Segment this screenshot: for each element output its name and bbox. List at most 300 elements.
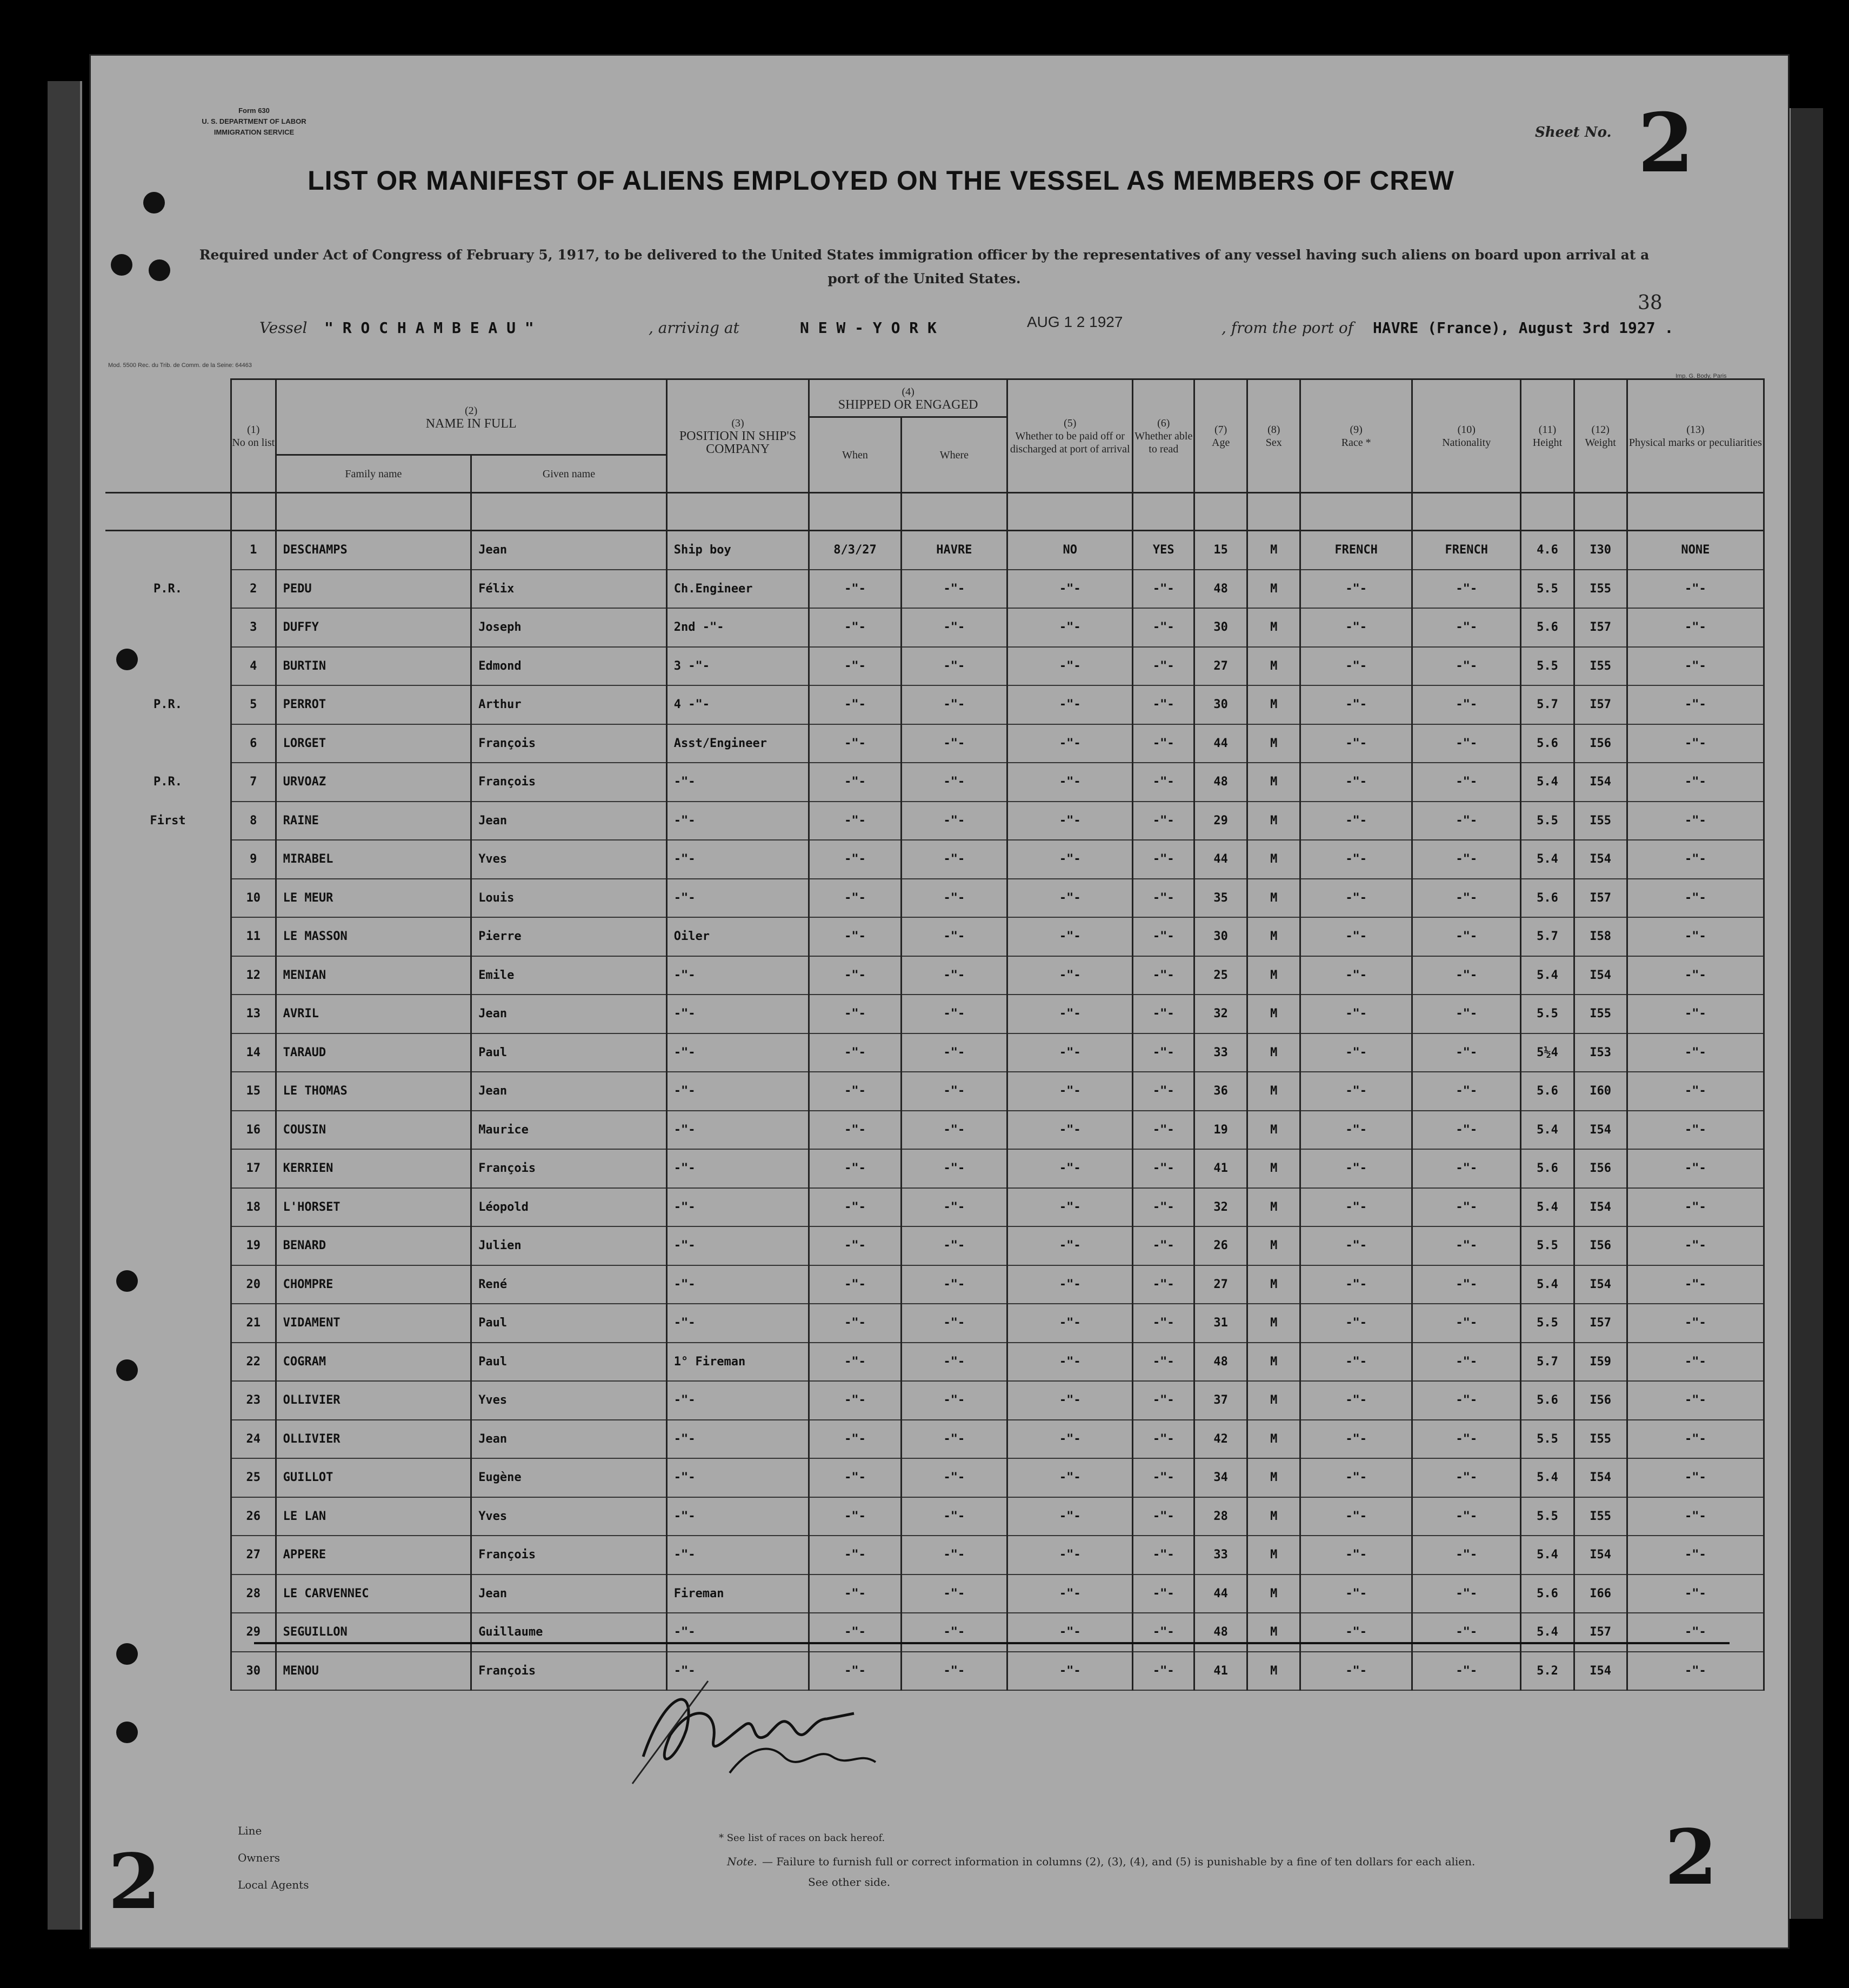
race-cell: -"- (1300, 1111, 1412, 1150)
nationality-cell: -"- (1412, 1149, 1521, 1188)
weight-cell: I56 (1574, 1226, 1627, 1265)
nationality-cell: -"- (1412, 608, 1521, 647)
margin-note-cell (105, 1111, 231, 1150)
able-to-read-cell: -"- (1133, 1111, 1194, 1150)
table-row (105, 1536, 1764, 1575)
col-no-header: (1) No on list (231, 379, 276, 493)
row-number-cell: 30 (231, 1652, 276, 1691)
margin-note-cell (105, 1226, 231, 1265)
shipped-when-cell: -"- (809, 685, 901, 724)
age-cell: 41 (1194, 1149, 1247, 1188)
sex-cell: M (1247, 1072, 1300, 1111)
shipped-where-cell: -"- (901, 1381, 1007, 1420)
nationality-cell: -"- (1412, 1265, 1521, 1304)
margin-note-cell (105, 1381, 231, 1420)
family-name-cell: LE LAN (276, 1497, 471, 1536)
paid-off-cell: -"- (1007, 1343, 1133, 1382)
race-cell: -"- (1300, 1033, 1412, 1072)
sex-cell: M (1247, 1149, 1300, 1188)
col-when-header: When (809, 417, 901, 493)
able-to-read-cell: -"- (1133, 1226, 1194, 1265)
shipped-where-cell: -"- (901, 1536, 1007, 1575)
col-family-name-header: Family name (276, 455, 471, 493)
family-name-cell: LE MEUR (276, 879, 471, 918)
position-cell: -"- (666, 1188, 809, 1227)
shipped-where-cell: -"- (901, 1265, 1007, 1304)
able-to-read-cell: -"- (1133, 1458, 1194, 1497)
paid-off-cell: -"- (1007, 1497, 1133, 1536)
table-row (105, 802, 1764, 840)
printer-reference: Mod. 5500 Rec. du Trib. de Comm. de la Seine: 64463 (108, 362, 252, 369)
margin-note-cell (105, 995, 231, 1033)
given-name-cell: Jean (471, 1072, 667, 1111)
weight-cell: I54 (1574, 1188, 1627, 1227)
age-cell: 32 (1194, 1188, 1247, 1227)
race-cell: -"- (1300, 1575, 1412, 1613)
able-to-read-cell: -"- (1133, 608, 1194, 647)
age-cell: 33 (1194, 1033, 1247, 1072)
given-name-cell: Joseph (471, 608, 667, 647)
age-cell: 32 (1194, 995, 1247, 1033)
race-cell: -"- (1300, 685, 1412, 724)
shipped-where-cell: -"- (901, 1652, 1007, 1691)
given-name-cell: François (471, 1149, 667, 1188)
paid-off-cell: -"- (1007, 647, 1133, 686)
printer-imprint: Imp. G. Body, Paris (1676, 373, 1727, 379)
family-name-cell: BURTIN (276, 647, 471, 686)
row-number-cell: 13 (231, 995, 276, 1033)
paid-off-cell: -"- (1007, 763, 1133, 802)
vessel-line (259, 313, 1762, 346)
given-name-cell: François (471, 763, 667, 802)
sex-cell: M (1247, 647, 1300, 686)
nationality-cell: -"- (1412, 1381, 1521, 1420)
sex-cell: M (1247, 956, 1300, 995)
nationality-cell: -"- (1412, 1575, 1521, 1613)
owners-label: Owners (238, 1851, 281, 1864)
position-cell: Ch.Engineer (666, 570, 809, 609)
weight-cell: I55 (1574, 995, 1627, 1033)
paid-off-cell: -"- (1007, 1188, 1133, 1227)
shipped-when-cell: -"- (809, 1033, 901, 1072)
table-row (105, 1343, 1764, 1382)
sex-cell: M (1247, 802, 1300, 840)
inspector-signature (622, 1670, 957, 1789)
given-name-cell: François (471, 1652, 667, 1691)
paid-off-cell: -"- (1007, 1420, 1133, 1459)
position-cell: -"- (666, 1226, 809, 1265)
row-number-cell: 5 (231, 685, 276, 724)
given-name-cell: Julien (471, 1226, 667, 1265)
nationality-cell: -"- (1412, 724, 1521, 763)
race-cell: -"- (1300, 995, 1412, 1033)
given-name-cell: Jean (471, 995, 667, 1033)
row-number-cell: 11 (231, 917, 276, 956)
sex-cell: M (1247, 1111, 1300, 1150)
weight-cell: I57 (1574, 879, 1627, 918)
height-cell: 5.5 (1521, 647, 1574, 686)
table-row (105, 608, 1764, 647)
race-cell: -"- (1300, 1265, 1412, 1304)
table-row (105, 956, 1764, 995)
margin-note-cell (105, 840, 231, 879)
physical-marks-cell: -"- (1627, 763, 1764, 802)
shipped-where-cell: -"- (901, 917, 1007, 956)
position-cell: 1° Fireman (666, 1343, 809, 1382)
sex-cell: M (1247, 1304, 1300, 1343)
family-name-cell: MENOU (276, 1652, 471, 1691)
table-row (105, 1226, 1764, 1265)
margin-note-cell (105, 1343, 231, 1382)
able-to-read-cell: -"- (1133, 763, 1194, 802)
col-read-header: (6) Whether able to read (1133, 379, 1194, 493)
row-number-cell: 23 (231, 1381, 276, 1420)
row-number-cell: 1 (231, 531, 276, 570)
nationality-cell: -"- (1412, 1111, 1521, 1150)
row-number-cell: 10 (231, 879, 276, 918)
row-number-cell: 17 (231, 1149, 276, 1188)
row-number-cell: 22 (231, 1343, 276, 1382)
shipped-when-cell: -"- (809, 1072, 901, 1111)
race-cell: -"- (1300, 1381, 1412, 1420)
able-to-read-cell: -"- (1133, 1381, 1194, 1420)
position-cell: -"- (666, 1149, 809, 1188)
nationality-cell: -"- (1412, 1420, 1521, 1459)
family-name-cell: PERROT (276, 685, 471, 724)
paid-off-cell: -"- (1007, 685, 1133, 724)
family-name-cell: OLLIVIER (276, 1420, 471, 1459)
age-cell: 44 (1194, 840, 1247, 879)
nationality-cell: -"- (1412, 570, 1521, 609)
nationality-cell: -"- (1412, 763, 1521, 802)
nationality-cell: -"- (1412, 1072, 1521, 1111)
weight-cell: I57 (1574, 1613, 1627, 1652)
paid-off-cell: -"- (1007, 1381, 1133, 1420)
paid-off-cell: -"- (1007, 840, 1133, 879)
margin-note-cell (105, 1304, 231, 1343)
row-number-cell: 7 (231, 763, 276, 802)
shipped-where-cell: -"- (901, 1420, 1007, 1459)
physical-marks-cell: -"- (1627, 1613, 1764, 1652)
race-cell: -"- (1300, 956, 1412, 995)
weight-cell: I56 (1574, 1149, 1627, 1188)
shipped-where-cell: HAVRE (901, 531, 1007, 570)
able-to-read-cell: -"- (1133, 1304, 1194, 1343)
margin-note-cell (105, 608, 231, 647)
row-number-cell: 24 (231, 1420, 276, 1459)
position-cell: -"- (666, 1265, 809, 1304)
given-name-cell: Guillaume (471, 1613, 667, 1652)
physical-marks-cell: -"- (1627, 724, 1764, 763)
sex-cell: M (1247, 1033, 1300, 1072)
position-cell: -"- (666, 1033, 809, 1072)
age-cell: 41 (1194, 1652, 1247, 1691)
position-cell: -"- (666, 1304, 809, 1343)
table-row (105, 1188, 1764, 1227)
paid-off-cell: -"- (1007, 917, 1133, 956)
height-cell: 5.4 (1521, 1458, 1574, 1497)
able-to-read-cell: -"- (1133, 802, 1194, 840)
family-name-cell: CHOMPRE (276, 1265, 471, 1304)
table-row (105, 1381, 1764, 1420)
able-to-read-cell: -"- (1133, 1497, 1194, 1536)
physical-marks-cell: -"- (1627, 840, 1764, 879)
paid-off-cell: -"- (1007, 1226, 1133, 1265)
row-number-cell: 8 (231, 802, 276, 840)
sheet-number-bottom-right: 2 (1665, 1813, 1718, 1902)
table-row (105, 724, 1764, 763)
given-name-cell: Emile (471, 956, 667, 995)
given-name-cell: Yves (471, 1497, 667, 1536)
see-other-side: See other side. (808, 1876, 891, 1889)
weight-cell: I30 (1574, 531, 1627, 570)
table-row (105, 1497, 1764, 1536)
col-weight-header: (12) Weight (1574, 379, 1627, 493)
physical-marks-cell: -"- (1627, 879, 1764, 918)
physical-marks-cell: -"- (1627, 995, 1764, 1033)
row-number-cell: 3 (231, 608, 276, 647)
shipped-where-cell: -"- (901, 1458, 1007, 1497)
weight-cell: I54 (1574, 1111, 1627, 1150)
given-name-cell: Félix (471, 570, 667, 609)
shipped-when-cell: -"- (809, 724, 901, 763)
margin-note-cell (105, 1536, 231, 1575)
physical-marks-cell: -"- (1627, 956, 1764, 995)
row-number-cell: 25 (231, 1458, 276, 1497)
able-to-read-cell: -"- (1133, 1188, 1194, 1227)
family-name-cell: MENIAN (276, 956, 471, 995)
shipped-when-cell: -"- (809, 763, 901, 802)
nationality-cell: FRENCH (1412, 531, 1521, 570)
table-row (105, 1265, 1764, 1304)
margin-note-cell (105, 1149, 231, 1188)
race-cell: -"- (1300, 1458, 1412, 1497)
shipped-when-cell: -"- (809, 1111, 901, 1150)
shipped-when-cell: -"- (809, 1188, 901, 1227)
able-to-read-cell: -"- (1133, 917, 1194, 956)
height-cell: 5.5 (1521, 570, 1574, 609)
height-cell: 5.6 (1521, 1072, 1574, 1111)
sheet-number-bottom-left: 2 (108, 1838, 161, 1926)
shipped-when-cell: -"- (809, 570, 901, 609)
shipped-when-cell: -"- (809, 1458, 901, 1497)
margin-note-cell (105, 1188, 231, 1227)
height-cell: 5.4 (1521, 1613, 1574, 1652)
margin-note-cell: P.R. (105, 570, 231, 609)
position-cell: Oiler (666, 917, 809, 956)
shipped-when-cell: -"- (809, 995, 901, 1033)
table-row (105, 995, 1764, 1033)
family-name-cell: MIRABEL (276, 840, 471, 879)
paid-off-cell: -"- (1007, 995, 1133, 1033)
race-cell: -"- (1300, 917, 1412, 956)
col-position-header: (3) POSITION IN SHIP'S COMPANY (666, 379, 809, 493)
weight-cell: I54 (1574, 956, 1627, 995)
adjacent-page-edge (1789, 108, 1823, 1919)
able-to-read-cell: -"- (1133, 995, 1194, 1033)
age-cell: 44 (1194, 724, 1247, 763)
able-to-read-cell: -"- (1133, 724, 1194, 763)
age-cell: 42 (1194, 1420, 1247, 1459)
weight-cell: I55 (1574, 647, 1627, 686)
shipped-when-cell: -"- (809, 1536, 901, 1575)
height-cell: 5.5 (1521, 995, 1574, 1033)
row-number-cell: 29 (231, 1613, 276, 1652)
table-row (105, 570, 1764, 609)
able-to-read-cell: -"- (1133, 570, 1194, 609)
height-cell: 5.2 (1521, 1652, 1574, 1691)
shipped-where-cell: -"- (901, 1188, 1007, 1227)
table-row (105, 879, 1764, 918)
row-number-cell: 2 (231, 570, 276, 609)
shipped-when-cell: -"- (809, 647, 901, 686)
weight-cell: I56 (1574, 1381, 1627, 1420)
physical-marks-cell: -"- (1627, 1304, 1764, 1343)
note-text: — Failure to furnish full or correct information in columns (2), (3), (4), and (5) is punishable by a fine of ten dollars for each alien. (762, 1855, 1476, 1868)
height-cell: 5.6 (1521, 1381, 1574, 1420)
nationality-cell: -"- (1412, 1226, 1521, 1265)
family-name-cell: APPERE (276, 1536, 471, 1575)
sex-cell: M (1247, 1575, 1300, 1613)
col-where-header: Where (901, 417, 1007, 493)
table-row (105, 1149, 1764, 1188)
weight-cell: I66 (1574, 1575, 1627, 1613)
sheet-label: Sheet No. (1535, 124, 1612, 141)
race-cell: -"- (1300, 763, 1412, 802)
family-name-cell: OLLIVIER (276, 1381, 471, 1420)
shipped-when-cell: -"- (809, 1613, 901, 1652)
col-race-header: (9) Race * (1300, 379, 1412, 493)
race-cell: -"- (1300, 1497, 1412, 1536)
race-cell: -"- (1300, 1072, 1412, 1111)
sex-cell: M (1247, 608, 1300, 647)
family-name-cell: COUSIN (276, 1111, 471, 1150)
line-label: Line (238, 1824, 262, 1837)
sex-cell: M (1247, 724, 1300, 763)
shipped-where-cell: -"- (901, 608, 1007, 647)
margin-note-cell (105, 531, 231, 570)
family-name-cell: LE THOMAS (276, 1072, 471, 1111)
position-cell: -"- (666, 1111, 809, 1150)
shipped-when-cell: -"- (809, 917, 901, 956)
race-cell: -"- (1300, 647, 1412, 686)
position-cell: -"- (666, 995, 809, 1033)
age-cell: 35 (1194, 879, 1247, 918)
physical-marks-cell: -"- (1627, 802, 1764, 840)
shipped-where-cell: -"- (901, 647, 1007, 686)
strike-through-line (254, 1642, 1730, 1644)
weight-cell: I54 (1574, 1536, 1627, 1575)
height-cell: 4.6 (1521, 531, 1574, 570)
margin-note-cell: P.R. (105, 685, 231, 724)
family-name-cell: GUILLOT (276, 1458, 471, 1497)
shipped-when-cell: -"- (809, 1226, 901, 1265)
physical-marks-cell: -"- (1627, 1033, 1764, 1072)
physical-marks-cell: -"- (1627, 1652, 1764, 1691)
given-name-cell: Paul (471, 1033, 667, 1072)
family-name-cell: KERRIEN (276, 1149, 471, 1188)
sex-cell: M (1247, 1343, 1300, 1382)
position-cell: -"- (666, 1420, 809, 1459)
height-cell: 5.4 (1521, 840, 1574, 879)
form-number: Form 630 (238, 106, 270, 115)
shipped-where-cell: -"- (901, 1497, 1007, 1536)
sex-cell: M (1247, 879, 1300, 918)
paid-off-cell: NO (1007, 531, 1133, 570)
col-marks-header: (13) Physical marks or peculiarities (1627, 379, 1764, 493)
margin-note-cell (105, 879, 231, 918)
physical-marks-cell: NONE (1627, 531, 1764, 570)
race-cell: -"- (1300, 1304, 1412, 1343)
weight-cell: I55 (1574, 802, 1627, 840)
given-name-cell: Jean (471, 802, 667, 840)
row-number-cell: 21 (231, 1304, 276, 1343)
table-row (105, 647, 1764, 686)
shipped-when-cell: -"- (809, 1652, 901, 1691)
height-cell: 5.7 (1521, 685, 1574, 724)
shipped-where-cell: -"- (901, 1149, 1007, 1188)
age-cell: 34 (1194, 1458, 1247, 1497)
physical-marks-cell: -"- (1627, 647, 1764, 686)
race-cell: -"- (1300, 1226, 1412, 1265)
col-sex-header: (8) Sex (1247, 379, 1300, 493)
race-cell: -"- (1300, 1420, 1412, 1459)
physical-marks-cell: -"- (1627, 917, 1764, 956)
arriving-label: , arriving at (649, 319, 739, 337)
race-cell: -"- (1300, 570, 1412, 609)
row-number-cell: 9 (231, 840, 276, 879)
weight-cell: I57 (1574, 1304, 1627, 1343)
row-number-cell: 26 (231, 1497, 276, 1536)
able-to-read-cell: -"- (1133, 1265, 1194, 1304)
age-cell: 48 (1194, 570, 1247, 609)
row-number-cell: 28 (231, 1575, 276, 1613)
able-to-read-cell: -"- (1133, 647, 1194, 686)
height-cell: 5.5 (1521, 802, 1574, 840)
paid-off-cell: -"- (1007, 1575, 1133, 1613)
paid-off-cell: -"- (1007, 1265, 1133, 1304)
nationality-cell: -"- (1412, 802, 1521, 840)
able-to-read-cell: -"- (1133, 1149, 1194, 1188)
race-cell: -"- (1300, 1343, 1412, 1382)
race-cell: -"- (1300, 1652, 1412, 1691)
paid-off-cell: -"- (1007, 1304, 1133, 1343)
position-cell: -"- (666, 1072, 809, 1111)
margin-note-cell (105, 1652, 231, 1691)
margin-note-cell (105, 1497, 231, 1536)
shipped-where-cell: -"- (901, 1575, 1007, 1613)
shipped-where-cell: -"- (901, 1072, 1007, 1111)
sex-cell: M (1247, 1188, 1300, 1227)
shipped-where-cell: -"- (901, 1304, 1007, 1343)
height-cell: 5.6 (1521, 1575, 1574, 1613)
height-cell: 5.4 (1521, 956, 1574, 995)
sex-cell: M (1247, 1497, 1300, 1536)
paid-off-cell: -"- (1007, 1458, 1133, 1497)
height-cell: 5½4 (1521, 1033, 1574, 1072)
shipped-when-cell: -"- (809, 1343, 901, 1382)
physical-marks-cell: -"- (1627, 1111, 1764, 1150)
nationality-cell: -"- (1412, 1343, 1521, 1382)
punch-hole (143, 192, 165, 214)
sex-cell: M (1247, 840, 1300, 879)
position-cell: Asst/Engineer (666, 724, 809, 763)
document-title: LIST OR MANIFEST OF ALIENS EMPLOYED ON THE VESSEL AS MEMBERS OF CREW (308, 165, 1454, 196)
weight-cell: I57 (1574, 685, 1627, 724)
paid-off-cell: -"- (1007, 1111, 1133, 1150)
shipped-when-cell: -"- (809, 956, 901, 995)
position-cell: Ship boy (666, 531, 809, 570)
